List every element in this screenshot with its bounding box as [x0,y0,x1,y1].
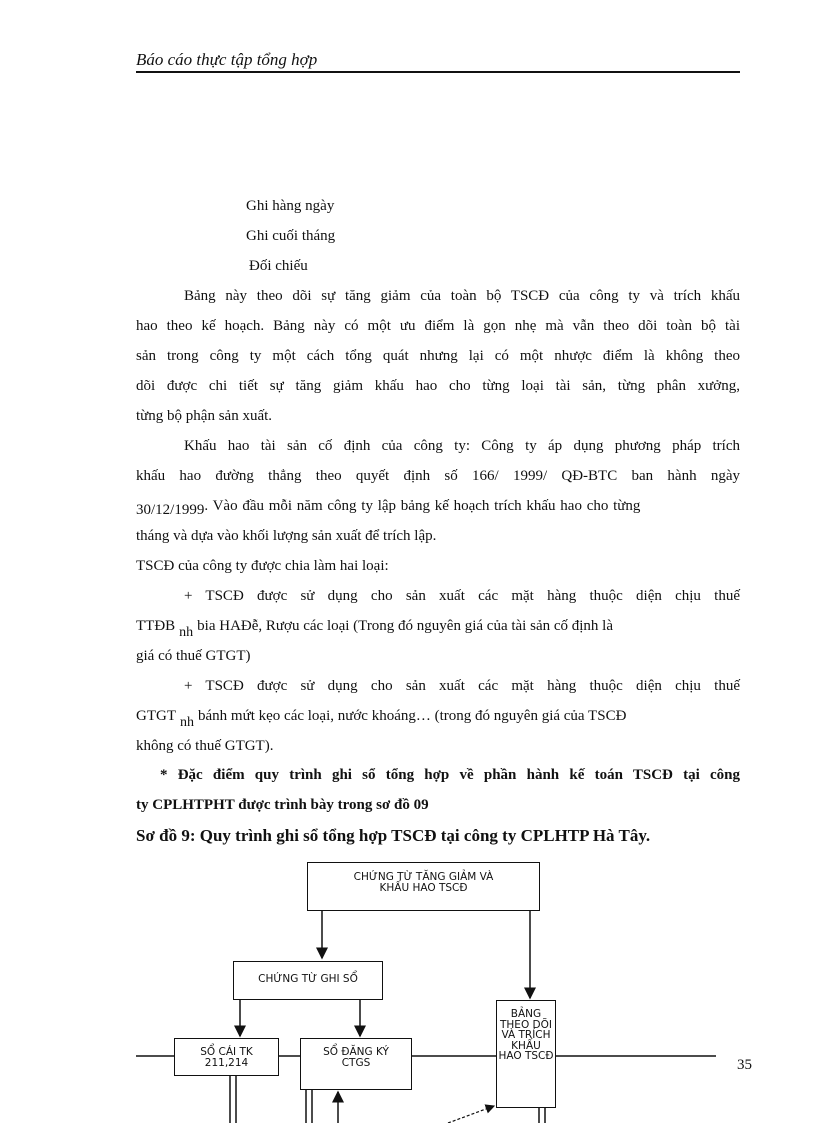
paragraph-text: . Vào đầu mỗi năm công ty lập bảng kế hoạch trích khấu hao cho từng [204,498,641,514]
paragraph-text: bánh mứt kẹo các loại, nước khoáng… (trong đó nguyên giá của TSCĐ [198,708,627,724]
box-ledger [174,1038,279,1076]
paragraph-line: * Đặc điểm quy trình ghi sổ tổng hợp về phần hành kế toán TSCĐ tại công [160,767,740,783]
box-label: SỔ ĐĂNG KÝ [323,1046,389,1058]
box-label: THEO DÕI [500,1018,552,1031]
paragraph-line: Bảng này theo dõi sự tăng giảm của toàn bộ TSCĐ của công ty và trích khấu [184,288,740,304]
subscript-text: nh [180,715,194,730]
legend-daily: Ghi hàng ngày [246,198,335,214]
page-number: 35 [737,1057,752,1073]
box-label: BẢNG [510,1008,542,1020]
box-label: KHẤU [511,1039,541,1052]
box-label: CTGS [341,1057,371,1069]
box-voucher [233,961,383,1000]
paragraph-line: hao theo kế hoạch. Bảng này có một ưu điểm là gọn nhẹ mà vẫn theo dõi toàn bộ tài [136,318,740,334]
legend-reconcile: Đối chiếu [249,258,308,274]
paragraph-line: TSCĐ của công ty được chia làm hai loại: [136,558,389,574]
box-label: 211,214 [204,1057,249,1069]
tax-code: TTĐB [136,618,176,634]
box-label: SỔ CÁI TK [200,1046,253,1058]
dashed-arrow-to-tracking [448,1106,494,1123]
box-register [300,1038,412,1090]
box-source-documents [307,862,540,911]
box-label: VÀ TRÍCH [501,1029,551,1041]
paragraph-line: giá có thuế GTGT) [136,648,251,664]
tax-code: GTGT [136,708,176,724]
date-text: 30/12/1999 [136,502,205,518]
paragraph-line: tháng và dựa vào khối lượng sản xuất để trích lập. [136,528,437,544]
box-tracking-table [496,1000,556,1108]
paragraph-line: ty CPLHTPHT được trình bày trong sơ đồ 09 [136,797,429,813]
paragraph-line: khấu hao đường thẳng theo quyết định số 166/ 1999/ QĐ-BTC ban hành ngày [136,468,740,484]
paragraph-line: sản trong công ty một cách tổng quát nhưng lại có một nhược điểm là không theo [136,348,740,364]
paragraph-line: Khấu hao tài sản cố định của công ty: Công ty áp dụng phương pháp trích [184,438,740,454]
paragraph-line: không có thuế GTGT). [136,738,274,754]
paragraph-line: dõi được chi tiết sự tăng giảm khấu hao cho từng loại tài sản, từng phân xưởng, [136,378,740,394]
box-label: KHẤU HAO TSCĐ [379,882,468,894]
box-label: CHỨNG TỪ TĂNG GIẢM VÀ [353,871,494,883]
paragraph-line: + TSCĐ được sử dụng cho sản xuất các mặt hàng thuộc diện chịu thuế [184,678,740,694]
page-header: Báo cáo thực tập tổng hợp [136,50,318,69]
paragraph-text: bia HAĐễ, Rượu các loại (Trong đó nguyên giá của tài sản cố định là [197,618,613,634]
paragraph-line: + TSCĐ được sử dụng cho sản xuất các mặt hàng thuộc diện chịu thuế [184,588,740,604]
subscript-text: nh [179,625,194,640]
legend-month-end: Ghi cuối tháng [246,228,336,244]
box-label: HAO TSCĐ [498,1050,554,1062]
box-label: CHỨNG TỪ GHI SỔ [258,973,358,985]
diagram-caption: Sơ đồ 9: Quy trình ghi sổ tổng hợp TSCĐ tại công ty CPLHTP Hà Tây. [136,826,651,845]
paragraph-line: từng bộ phận sản xuất. [136,408,273,424]
